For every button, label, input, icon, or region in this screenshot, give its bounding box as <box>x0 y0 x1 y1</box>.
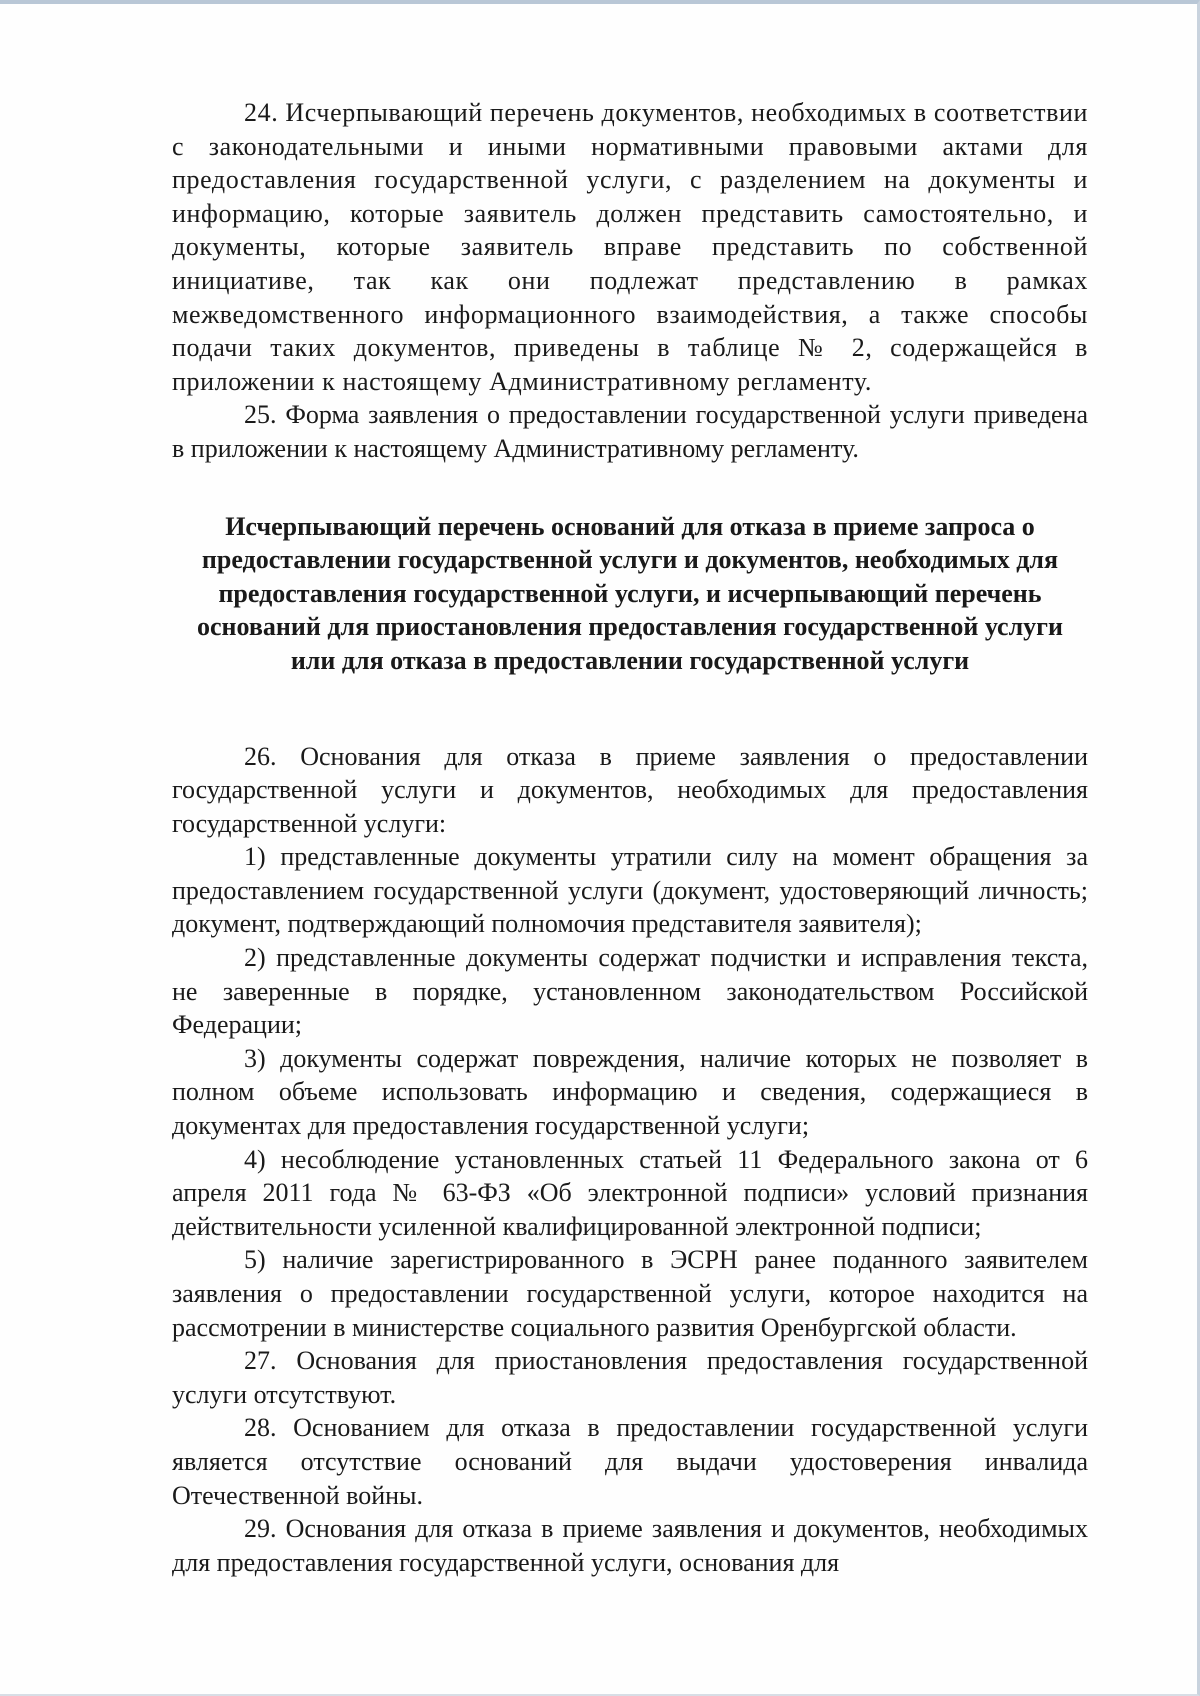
list-item-1: 1) представленные документы утратили силу на момент обращения за предоставлением государственной услуги (документ, удостоверяющий личность; документ, подтверждающий полномочия представителя заявителя); <box>172 842 1088 939</box>
paragraph-26: 26. Основания для отказа в приеме заявления о предоставлении государственной услуги и документов, необходимых для предоставления государственной услуги: <box>172 741 1088 838</box>
list-item-4: 4) несоблюдение установленных статьей 11 Федерального закона от 6 апреля 2011 года № 63-ФЗ «Об электронной подписи» условий признания действительности усиленной квалифицированной электронной подписи; <box>172 1144 1088 1241</box>
list-item-5: 5) наличие зарегистрированного в ЭСРН ранее поданного заявителем заявления о предоставлении государственной услуги, которое находится на рассмотрении в министерстве социального развития Оренбургской области. <box>172 1245 1088 1342</box>
paragraph-25: 25. Форма заявления о предоставлении государственной услуги приведена в приложении к настоящему Административному регламенту. <box>172 400 1088 463</box>
list-item-2: 2) представленные документы содержат подчистки и исправления текста, не заверенные в порядке, установленном законодательством Российской Федерации; <box>172 943 1088 1040</box>
paragraph-29: 29. Основания для отказа в приеме заявления и документов, необходимых для предоставления государственной услуги, основания для <box>172 1514 1088 1577</box>
paragraph-24: 24. Исчерпывающий перечень документов, необходимых в соответствии с законодательными и иными нормативными правовыми актами для предоставления государственной услуги, с разделением на документы и информацию, которые заявитель должен представить самостоятельно, и документы, которые заявитель вправе представить по собственной инициативе, так как они подлежат представлению в рамках межведомственного информационного взаимодействия, а также способы подачи таких документов, приведены в таблице № 2, содержащейся в приложении к настоящему Административному регламенту. <box>172 98 1088 396</box>
paragraph-27: 27. Основания для приостановления предоставления государственной услуги отсутствуют. <box>172 1346 1088 1409</box>
document-body <box>172 96 1088 1579</box>
section-heading: Исчерпывающий перечень оснований для отказа в приеме запроса о предоставлении государственной услуги и документов, необходимых для предоставления государственной услуги, и исчерпывающий перечень оснований для приостановления предоставления государственной услуги или для отказа в предоставлении государственной услуги <box>197 511 1063 675</box>
paragraph-28: 28. Основанием для отказа в предоставлении государственной услуги является отсутствие оснований для выдачи удостоверения инвалида Отечественной войны. <box>172 1413 1088 1510</box>
list-item-3: 3) документы содержат повреждения, наличие которых не позволяет в полном объеме использовать информацию и сведения, содержащиеся в документах для предоставления государственной услуги; <box>172 1043 1088 1141</box>
